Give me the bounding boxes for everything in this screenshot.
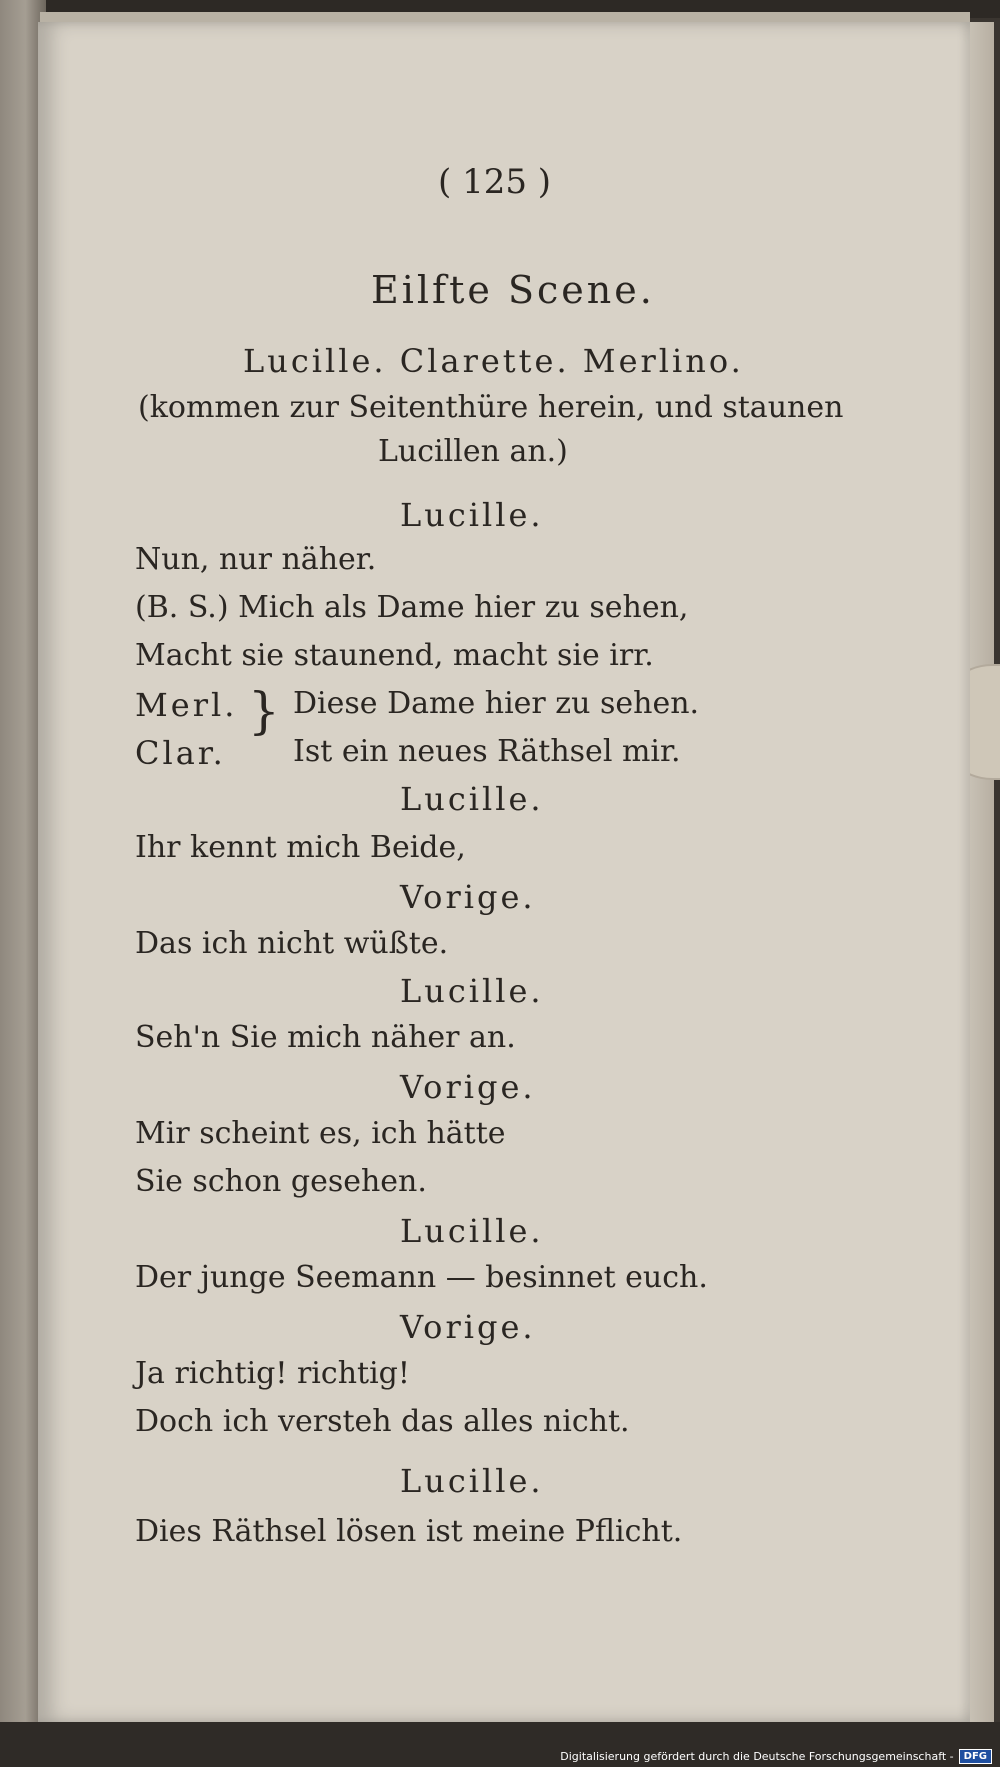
verse-line: Mir scheint es, ich hätte xyxy=(135,1116,506,1151)
speaker-merl: Merl. xyxy=(135,686,238,724)
speaker-clar: Clar. xyxy=(135,734,226,772)
page-stack-edge xyxy=(968,22,994,1722)
digitization-credit xyxy=(560,1747,992,1765)
speaker-lucille: Lucille. xyxy=(400,1212,544,1250)
character-list: Lucille. Clarette. Merlino. xyxy=(243,342,744,380)
scene-heading: Eilfte Scene. xyxy=(371,268,655,312)
credit-text: Digitalisierung gefördert durch die Deutsche Forschungsgemeinschaft - xyxy=(560,1749,954,1763)
dfg-logo-icon: DFG xyxy=(959,1749,992,1764)
page-number: ( 125 ) xyxy=(438,162,552,202)
verse-line: (B. S.) Mich als Dame hier zu sehen, xyxy=(135,590,689,625)
verse-line: Doch ich versteh das alles nicht. xyxy=(135,1404,630,1439)
speaker-vorige: Vorige. xyxy=(400,1068,536,1106)
speaker-vorige: Vorige. xyxy=(400,878,536,916)
speaker-lucille: Lucille. xyxy=(400,1462,544,1500)
stage-direction-line-1: (kommen zur Seitenthüre herein, und staunen xyxy=(138,390,844,425)
speaker-vorige: Vorige. xyxy=(400,1308,536,1346)
verse-line: Ist ein neues Räthsel mir. xyxy=(293,734,681,769)
speaker-lucille: Lucille. xyxy=(400,972,544,1010)
verse-line: Das ich nicht wüßte. xyxy=(135,926,449,961)
verse-line: Macht sie staunend, macht sie irr. xyxy=(135,638,654,673)
stage-direction-line-2: Lucillen an.) xyxy=(378,434,568,469)
verse-line: Sie schon gesehen. xyxy=(135,1164,427,1199)
verse-line: Diese Dame hier zu sehen. xyxy=(293,686,700,721)
verse-line: Ihr kennt mich Beide, xyxy=(135,830,466,865)
verse-line: Dies Räthsel lösen ist meine Pflicht. xyxy=(135,1514,683,1549)
verse-line: Der junge Seemann — besinnet euch. xyxy=(135,1260,708,1295)
speaker-lucille: Lucille. xyxy=(400,496,544,534)
book-page xyxy=(38,22,970,1722)
verse-line: Nun, nur näher. xyxy=(135,542,377,577)
verse-line: Ja richtig! richtig! xyxy=(135,1356,410,1391)
verse-line: Seh'n Sie mich näher an. xyxy=(135,1020,516,1055)
speaker-lucille: Lucille. xyxy=(400,780,544,818)
speaker-brace: } xyxy=(248,682,280,740)
